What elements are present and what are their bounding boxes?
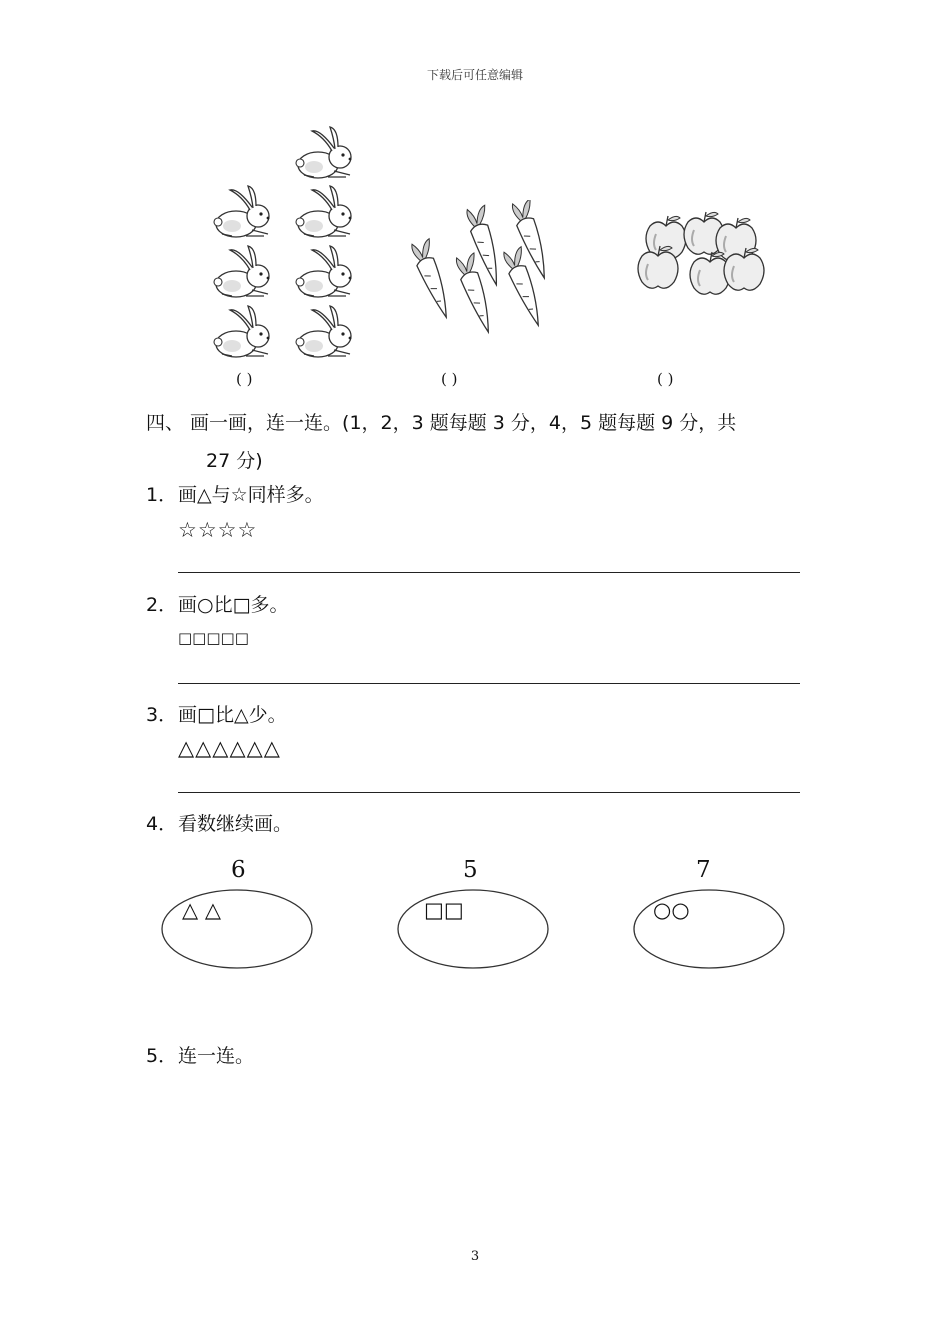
oval-3-shapes: ○○ — [653, 898, 690, 922]
question-3 — [146, 700, 287, 727]
question-number: 4． — [146, 813, 178, 835]
oval-2[interactable] — [395, 887, 551, 971]
question-2-squares: □□□□□ — [178, 629, 249, 647]
apples-picture — [632, 206, 772, 306]
question-text: 看数继续画。 — [178, 813, 293, 835]
question-number: 1． — [146, 484, 178, 506]
page-number: 3 — [470, 1249, 480, 1264]
question-number: 3． — [146, 704, 178, 726]
oval-1-number: 6 — [231, 857, 246, 883]
oval-2-number: 5 — [463, 857, 478, 883]
section-title-line2: 27 分) — [206, 450, 263, 472]
section-title — [146, 404, 816, 480]
answer-blank-rabbits[interactable]: ( ) — [236, 370, 253, 388]
question-1-stars: ☆☆☆☆ — [178, 518, 258, 542]
answer-line-1[interactable] — [178, 572, 800, 573]
question-1 — [146, 480, 324, 507]
rabbits-picture — [200, 122, 365, 362]
oval-3-number: 7 — [696, 857, 711, 883]
question-2 — [146, 590, 289, 617]
question-text: 画□比△少。 — [178, 704, 287, 726]
page-header: 下载后可任意编辑 — [426, 68, 523, 82]
answer-blank-apples[interactable]: ( ) — [657, 370, 674, 388]
question-number: 5． — [146, 1045, 178, 1067]
question-5 — [146, 1041, 254, 1068]
question-text: 画○比□多。 — [178, 594, 289, 616]
section-title-line1: 四、 画一画，连一连。(1，2，3 题每题 3 分，4，5 题每题 9 分，共 — [146, 412, 737, 434]
answer-line-2[interactable] — [178, 683, 800, 684]
question-text: 连一连。 — [178, 1045, 255, 1067]
oval-1-shapes: △ △ — [182, 898, 221, 922]
question-3-triangles: △△△△△△ — [178, 736, 281, 760]
carrots-picture — [404, 200, 564, 340]
question-number: 2． — [146, 594, 178, 616]
answer-blank-carrots[interactable]: ( ) — [441, 370, 458, 388]
question-text: 画△与☆同样多。 — [178, 484, 324, 506]
question-4 — [146, 809, 292, 836]
oval-2-shapes: □□ — [424, 898, 464, 922]
answer-line-3[interactable] — [178, 792, 800, 793]
